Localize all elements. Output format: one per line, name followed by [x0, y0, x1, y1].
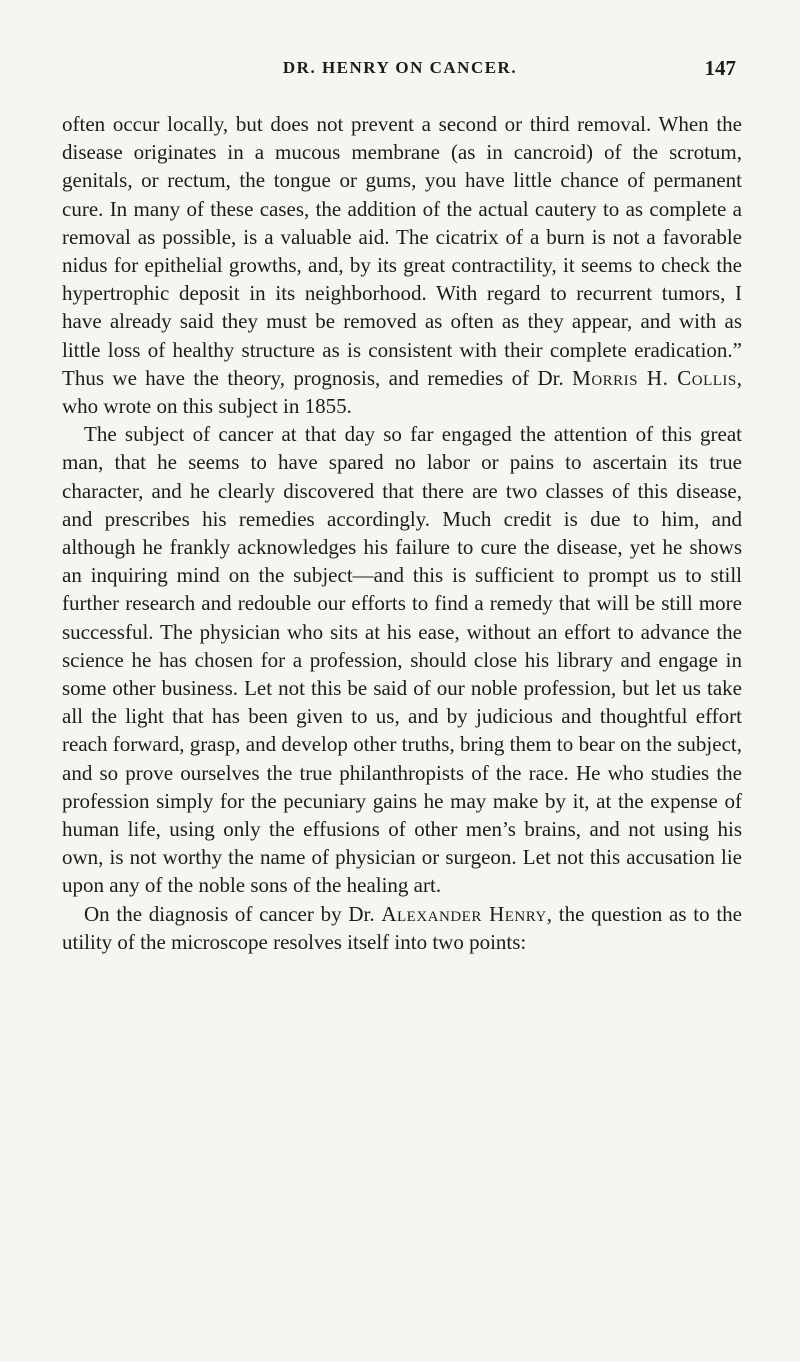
paragraph-3 — [62, 900, 742, 956]
body-text — [62, 110, 742, 956]
author-name-collis: Morris H. Collis — [572, 365, 737, 390]
paragraph-3-end: , the question as to the utility of the microscope resolves itself into two points: — [62, 901, 742, 954]
page-number: 147 — [704, 56, 736, 80]
paragraph-1 — [62, 110, 742, 420]
paragraph-3-text: On the diagnosis of cancer by Dr. — [84, 901, 382, 926]
author-name-henry: Alexander Henry — [381, 901, 547, 926]
running-title: DR. HENRY ON CANCER. — [282, 58, 518, 77]
running-head — [60, 58, 740, 86]
paragraph-2: The subject of cancer at that day so far engaged the attention of this great man, that he seems to have spared no labor or pains to ascertain its true character, and he clearly discovered that there are two classes of this disease, and prescribes his remedies accordingly. Much credit is due to him, and although he frankly acknowledges his failure to cure the disease, yet he shows an inquiring mind on the subject—and this is sufficient to prompt us to still further research and redouble our efforts to find a remedy that will be still more successful. The physician who sits at his ease, without an effort to advance the science he has chosen for a profession, should close his library and engage in some other business. Let not this be said of our noble profession, but let us take all the light that has been given to us, and by judicious and thoughtful effort reach forward, grasp, and develop other truths, bring them to bear on the subject, and so prove ourselves the true philanthropists of the race. He who studies the profession simply for the pecuniary gains he may make by it, at the expense of human life, using only the effusions of other men’s brains, and not using his own, is not worthy the name of physician or surgeon. Let not this accusation lie upon any of the noble sons of the healing art. — [62, 422, 742, 898]
paragraph-1-text: often occur locally, but does not prevent a second or third removal. When the disease originates in a mucous membrane (as in cancroid) of the scrotum, genitals, or rectum, the tongue or gums, you have little chance of permanent cure. In many of these cases, the addition of the actual cautery to as complete a removal as possible, is a valuable aid. The cicatrix of a burn is not a favorable nidus for epithelial growths, and, by its great contractility, it seems to check the hypertrophic deposit in its neighborhood. With regard to recurrent tumors, I have already said they must be removed as often as they appear, and with as little loss of healthy structure as is consistent with their complete eradication.” Thus we have the theory, prognosis, and remedies of Dr. — [62, 112, 742, 390]
paragraph-1-end: , who wrote on this subject in 1855. — [62, 365, 742, 419]
